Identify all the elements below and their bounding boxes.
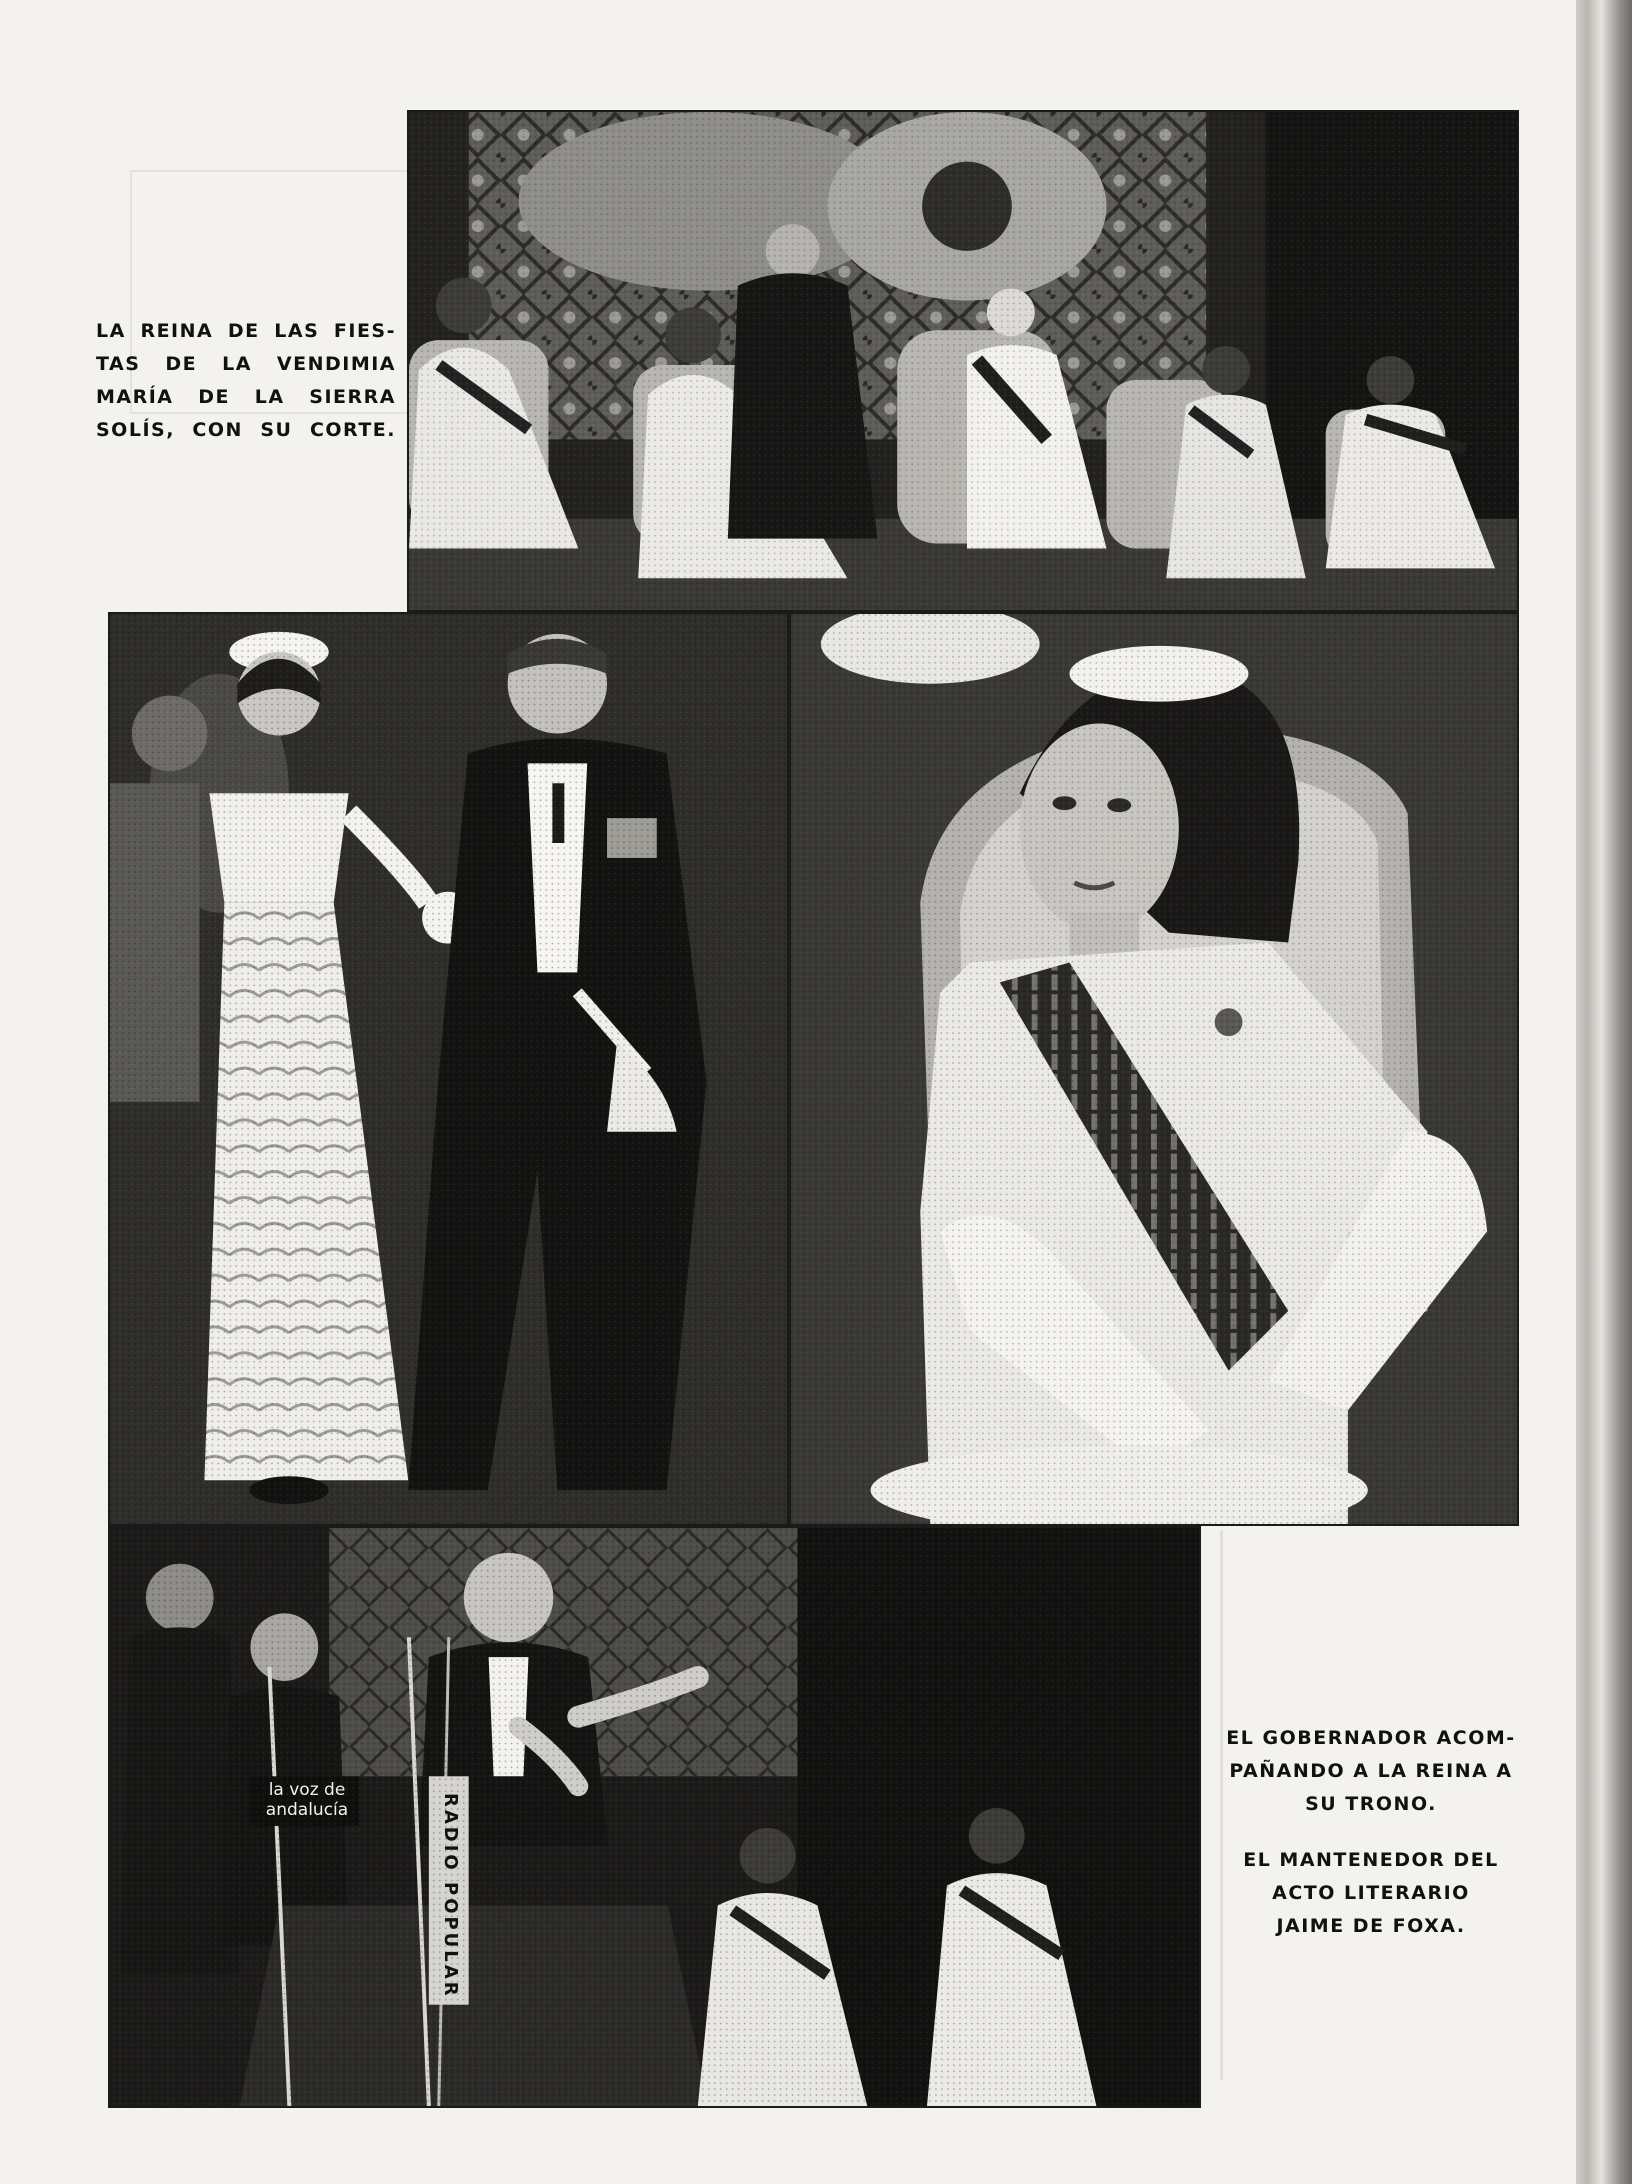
caption-line: LA REINA DE LAS FIES- — [96, 320, 396, 342]
caption-line: TAS DE LA VENDIMIA — [96, 353, 396, 375]
queen-throne-illustration — [791, 614, 1517, 1524]
page-gutter — [1576, 0, 1632, 2184]
queen-court-illustration — [409, 112, 1517, 610]
caption-line: JAIME DE FOXA. — [1276, 1915, 1466, 1937]
radio-sign: RADIO POPULAR — [440, 1793, 461, 1999]
caption-line: ACTO LITERARIO — [1272, 1882, 1470, 1904]
caption-queen-and-court — [96, 315, 396, 447]
speaker-photo — [108, 1526, 1201, 2108]
queen-throne-photo — [789, 612, 1519, 1526]
governor-escort-photo — [108, 612, 789, 1526]
caption-line: SOLÍS, CON SU CORTE. — [96, 419, 396, 441]
caption-line: PAÑANDO A LA REINA A — [1229, 1760, 1513, 1782]
caption-line: MARÍA DE LA SIERRA — [96, 386, 396, 408]
queen-court-photo — [407, 110, 1519, 612]
caption-line: EL MANTENEDOR DEL — [1243, 1849, 1499, 1871]
microphone-sign-line-2: andalucía — [265, 1800, 349, 1820]
caption-line: EL GOBERNADOR ACOM- — [1226, 1727, 1516, 1749]
governor-escort-illustration — [110, 614, 787, 1524]
microphone-sign — [252, 1780, 362, 1820]
caption-mantenedor — [1210, 1844, 1532, 1943]
caption-line: SU TRONO. — [1305, 1793, 1437, 1815]
caption-governor — [1210, 1722, 1532, 1821]
microphone-sign-line-1: la voz de — [268, 1780, 346, 1800]
